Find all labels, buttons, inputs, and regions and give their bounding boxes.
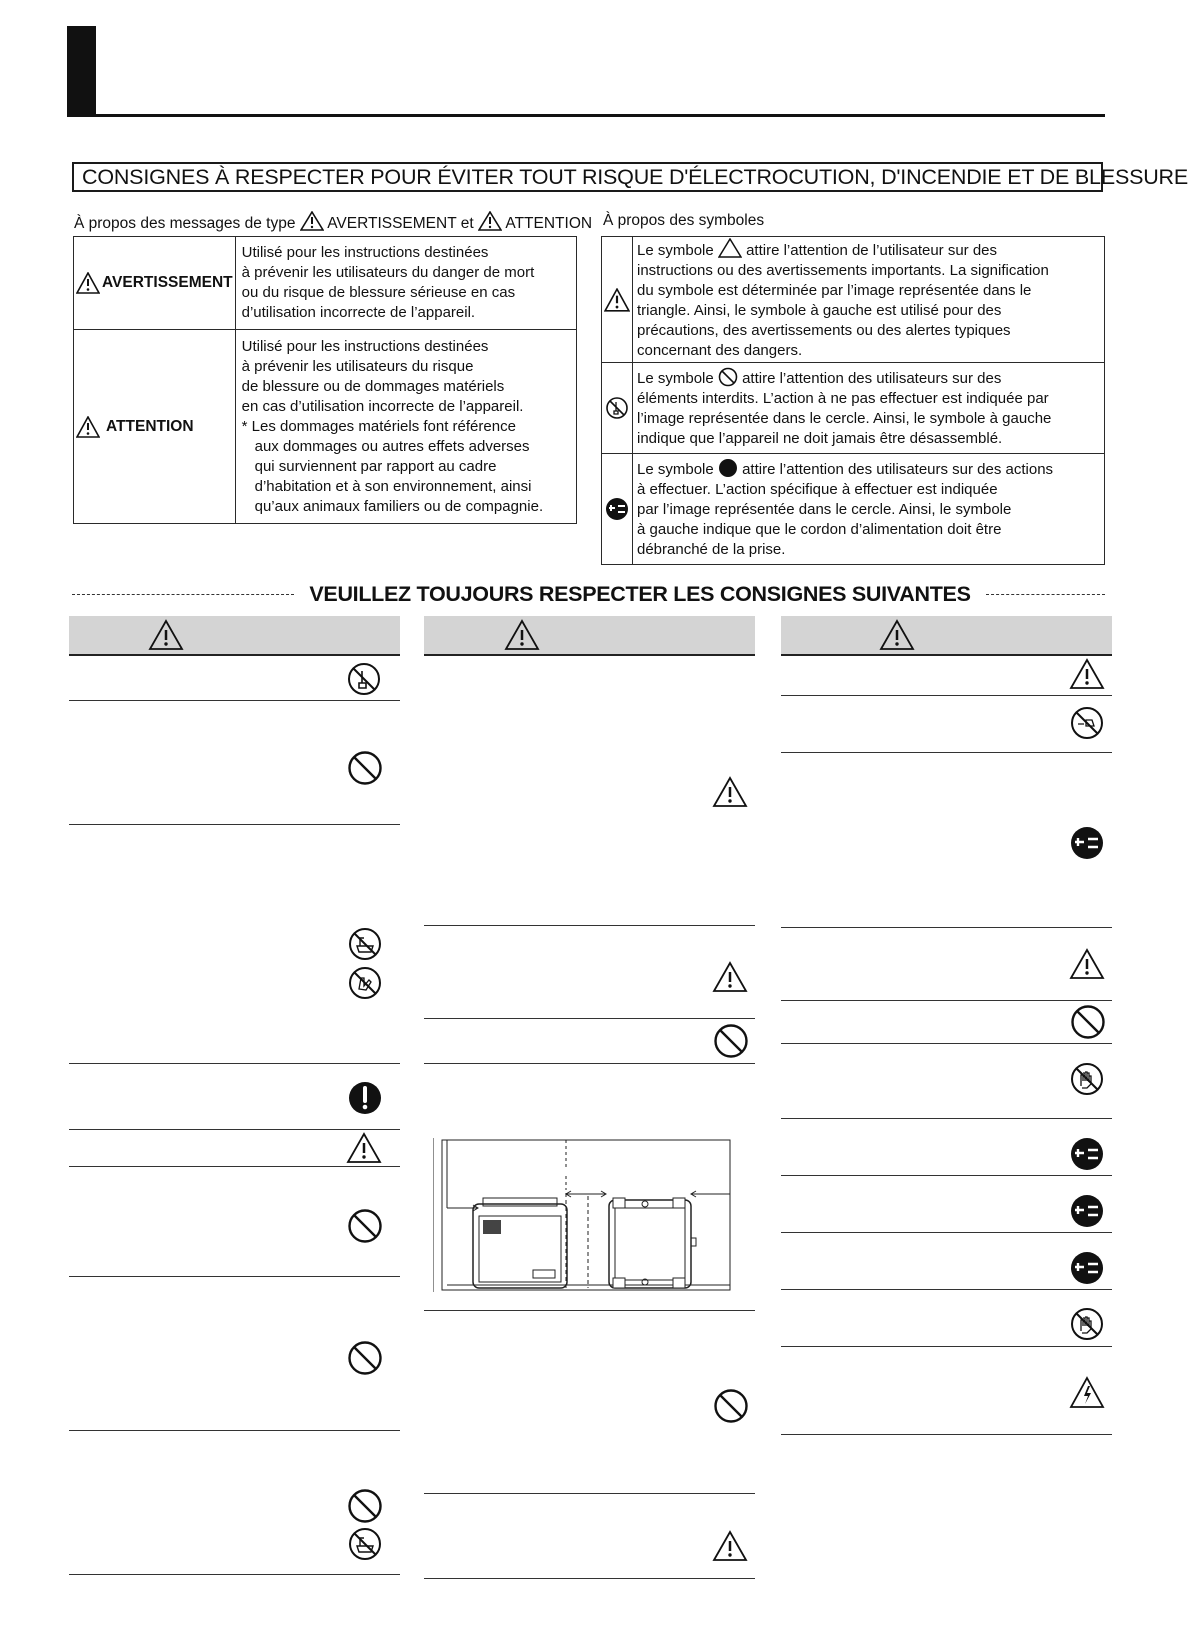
caution-label-cell: ATTENTION bbox=[74, 330, 236, 524]
unplug-icon bbox=[605, 497, 629, 521]
no-water-icon bbox=[1070, 706, 1104, 740]
divider bbox=[69, 824, 400, 825]
unplug-icon bbox=[1070, 1194, 1104, 1228]
caution-triangle-icon bbox=[346, 1132, 382, 1164]
column-header bbox=[424, 616, 755, 656]
caution-triangle-icon bbox=[1069, 948, 1105, 980]
do-not-touch-icon bbox=[1070, 1307, 1104, 1341]
no-bathroom-icon bbox=[348, 1527, 382, 1561]
divider bbox=[781, 1232, 1112, 1233]
prohibited-icon bbox=[1070, 1004, 1106, 1040]
divider bbox=[69, 1063, 400, 1064]
symbol-cell bbox=[602, 454, 633, 565]
divider bbox=[424, 1578, 755, 1579]
warning-triangle-icon bbox=[300, 211, 324, 231]
section-marker bbox=[67, 26, 96, 117]
messages-heading: À propos des messages de type AVERTISSEMENT et ATTENTION bbox=[74, 211, 592, 234]
column-header bbox=[69, 616, 400, 656]
divider bbox=[69, 1166, 400, 1167]
banner-dash-left bbox=[72, 594, 294, 595]
divider bbox=[424, 1310, 755, 1311]
warning-column-1 bbox=[69, 616, 400, 1576]
divider bbox=[781, 752, 1112, 753]
prohibited-icon bbox=[347, 1340, 383, 1376]
installation-clearance-diagram bbox=[433, 1138, 733, 1298]
caution-description: Utilisé pour les instructions destinées à prévenir les utilisateurs du risque de blessure ou de dommages matériels en cas d’utilisation incorrecte de l’appareil. * Les dommages matériels font référence aux dommages ou autres effets adverses qui surviennent par rapport au cadre d’habitation et à son environnement, ainsi qu’aux animaux familiers ou de compagnie. bbox=[235, 330, 576, 524]
symbol-description: Le symbole attire l’attention des utilisateurs sur des éléments interdits. L’action à ne pas effectuer est indiquée par l’image représentée dans le cercle. Ainsi, le symbole à gauche indique que l’appareil ne doit jamais être désassemblé. bbox=[633, 363, 1105, 454]
divider bbox=[69, 1574, 400, 1575]
symbol-description: Le symbole attire l’attention des utilisateurs sur des actions à effectuer. L’action spécifique à effectuer est indiquée par l’image représentée dans le cercle. Ainsi, le symbole à gauche indique que le cordon d’alimentation doit être débranché de la prise. bbox=[633, 454, 1105, 565]
divider bbox=[69, 700, 400, 701]
prohibited-icon bbox=[718, 367, 738, 387]
prohibited-icon bbox=[347, 750, 383, 786]
divider bbox=[424, 1018, 755, 1019]
divider bbox=[781, 1289, 1112, 1290]
divider bbox=[781, 1175, 1112, 1176]
divider bbox=[424, 1493, 755, 1494]
caution-triangle-icon bbox=[712, 1530, 748, 1562]
instructions-banner bbox=[72, 580, 1105, 608]
warning-column-2 bbox=[424, 616, 755, 1581]
unplug-icon bbox=[1070, 1251, 1104, 1285]
banner-dash-right bbox=[986, 594, 1105, 595]
symbol-cell bbox=[602, 363, 633, 454]
warning-triangle-icon bbox=[478, 211, 502, 231]
divider bbox=[69, 1276, 400, 1277]
prohibited-icon bbox=[713, 1388, 749, 1424]
no-disassembly-icon bbox=[347, 662, 381, 696]
divider bbox=[781, 927, 1112, 928]
symbols-heading: À propos des symboles bbox=[603, 212, 765, 229]
warning-triangle-icon bbox=[148, 619, 184, 651]
caution-triangle-icon bbox=[712, 961, 748, 993]
mandatory-dot-icon bbox=[718, 458, 738, 478]
symbol-cell bbox=[602, 237, 633, 363]
warning-triangle-icon bbox=[76, 272, 100, 294]
divider bbox=[69, 1430, 400, 1431]
page-title: CONSIGNES À RESPECTER POUR ÉVITER TOUT RISQUE D'ÉLECTROCUTION, D'INCENDIE ET DE BLESSURE bbox=[72, 162, 1103, 192]
banner-title: VEUILLEZ TOUJOURS RESPECTER LES CONSIGNES SUIVANTES bbox=[309, 582, 971, 606]
no-bathroom-icon bbox=[348, 927, 382, 961]
symbol-description: Le symbole attire l’attention de l’utilisateur sur des instructions ou des avertissements importants. La signification du symbole est déterminée par l’image représentée dans le triangle. Ainsi, le symbole à gauche est utilisé pour des précautions, des avertissements ou des alertes typiques concernant des dangers. bbox=[633, 237, 1105, 363]
do-not-touch-icon bbox=[1070, 1062, 1104, 1096]
electric-shock-icon bbox=[1069, 1376, 1105, 1410]
warning-label-cell: AVERTISSEMENT bbox=[74, 237, 236, 330]
symbols-table bbox=[601, 236, 1105, 565]
mandatory-icon bbox=[348, 1081, 382, 1115]
column-header bbox=[781, 616, 1112, 656]
warning-description: Utilisé pour les instructions destinées à prévenir les utilisateurs du danger de mort ou du risque de blessure sérieuse en cas d’utilisation incorrecte de l’appareil. bbox=[235, 237, 576, 330]
divider bbox=[424, 925, 755, 926]
divider bbox=[781, 1043, 1112, 1044]
divider bbox=[781, 1118, 1112, 1119]
no-wet-hands-icon bbox=[348, 966, 382, 1000]
divider bbox=[781, 695, 1112, 696]
divider bbox=[781, 1000, 1112, 1001]
caution-triangle-icon bbox=[604, 288, 630, 312]
warning-column-3 bbox=[781, 616, 1112, 1446]
unplug-icon bbox=[1070, 1137, 1104, 1171]
prohibited-icon bbox=[347, 1208, 383, 1244]
warning-triangle-icon bbox=[76, 416, 100, 438]
divider bbox=[781, 1346, 1112, 1347]
divider bbox=[424, 1063, 755, 1064]
caution-triangle-icon bbox=[1069, 658, 1105, 690]
messages-table bbox=[73, 236, 577, 524]
header-rule bbox=[67, 114, 1105, 117]
divider bbox=[69, 1129, 400, 1130]
prohibited-icon bbox=[713, 1023, 749, 1059]
unplug-icon bbox=[1070, 826, 1104, 860]
divider bbox=[781, 1434, 1112, 1435]
warning-triangle-icon bbox=[504, 619, 540, 651]
prohibited-icon bbox=[347, 1488, 383, 1524]
warning-triangle-icon bbox=[879, 619, 915, 651]
no-disassembly-icon bbox=[605, 396, 629, 420]
caution-triangle-icon bbox=[712, 776, 748, 808]
caution-triangle-icon bbox=[718, 238, 742, 258]
